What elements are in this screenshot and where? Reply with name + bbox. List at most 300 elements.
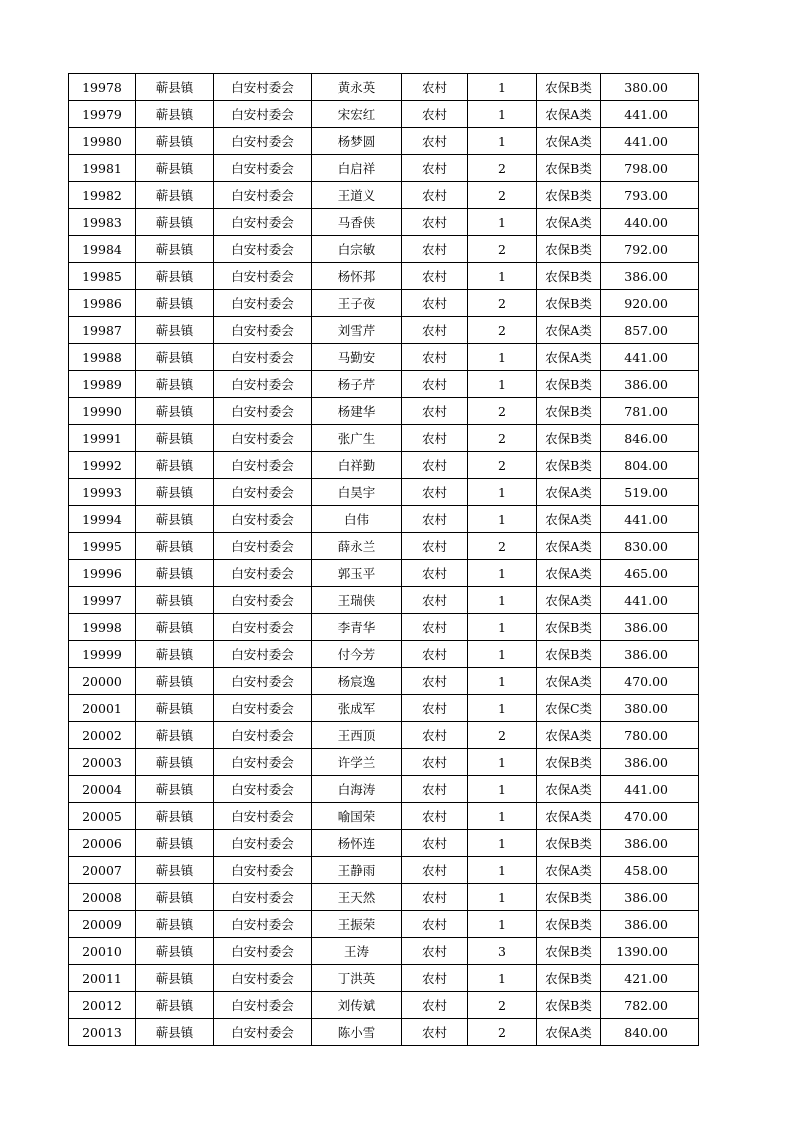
town-cell: 蕲县镇 bbox=[136, 560, 214, 587]
town-cell: 蕲县镇 bbox=[136, 425, 214, 452]
category-cell: 农保B类 bbox=[537, 452, 601, 479]
area-type-cell: 农村 bbox=[402, 236, 468, 263]
name-cell: 杨建华 bbox=[312, 398, 402, 425]
household-count-cell: 1 bbox=[468, 911, 537, 938]
table-row bbox=[69, 830, 699, 857]
town-cell: 蕲县镇 bbox=[136, 236, 214, 263]
record-number-cell: 19982 bbox=[69, 182, 136, 209]
village-committee-cell: 白安村委会 bbox=[214, 452, 312, 479]
amount-cell: 782.00 bbox=[601, 992, 699, 1019]
name-cell: 杨梦圆 bbox=[312, 128, 402, 155]
category-cell: 农保A类 bbox=[537, 209, 601, 236]
village-committee-cell: 白安村委会 bbox=[214, 884, 312, 911]
record-number-cell: 20003 bbox=[69, 749, 136, 776]
table-row bbox=[69, 371, 699, 398]
name-cell: 王静雨 bbox=[312, 857, 402, 884]
table-row bbox=[69, 722, 699, 749]
name-cell: 王道义 bbox=[312, 182, 402, 209]
category-cell: 农保B类 bbox=[537, 155, 601, 182]
village-committee-cell: 白安村委会 bbox=[214, 587, 312, 614]
village-committee-cell: 白安村委会 bbox=[214, 614, 312, 641]
amount-cell: 421.00 bbox=[601, 965, 699, 992]
amount-cell: 441.00 bbox=[601, 101, 699, 128]
area-type-cell: 农村 bbox=[402, 506, 468, 533]
name-cell: 刘传斌 bbox=[312, 992, 402, 1019]
household-count-cell: 2 bbox=[468, 722, 537, 749]
town-cell: 蕲县镇 bbox=[136, 128, 214, 155]
village-committee-cell: 白安村委会 bbox=[214, 695, 312, 722]
name-cell: 付今芳 bbox=[312, 641, 402, 668]
record-number-cell: 19981 bbox=[69, 155, 136, 182]
table-row bbox=[69, 182, 699, 209]
village-committee-cell: 白安村委会 bbox=[214, 938, 312, 965]
town-cell: 蕲县镇 bbox=[136, 911, 214, 938]
amount-cell: 386.00 bbox=[601, 749, 699, 776]
village-committee-cell: 白安村委会 bbox=[214, 479, 312, 506]
village-committee-cell: 白安村委会 bbox=[214, 317, 312, 344]
name-cell: 杨子芹 bbox=[312, 371, 402, 398]
village-committee-cell: 白安村委会 bbox=[214, 506, 312, 533]
category-cell: 农保B类 bbox=[537, 884, 601, 911]
village-committee-cell: 白安村委会 bbox=[214, 776, 312, 803]
table-row bbox=[69, 803, 699, 830]
household-count-cell: 2 bbox=[468, 533, 537, 560]
area-type-cell: 农村 bbox=[402, 317, 468, 344]
name-cell: 杨怀邦 bbox=[312, 263, 402, 290]
area-type-cell: 农村 bbox=[402, 128, 468, 155]
area-type-cell: 农村 bbox=[402, 533, 468, 560]
town-cell: 蕲县镇 bbox=[136, 263, 214, 290]
area-type-cell: 农村 bbox=[402, 155, 468, 182]
amount-cell: 830.00 bbox=[601, 533, 699, 560]
village-committee-cell: 白安村委会 bbox=[214, 965, 312, 992]
name-cell: 张成军 bbox=[312, 695, 402, 722]
household-count-cell: 1 bbox=[468, 641, 537, 668]
household-count-cell: 1 bbox=[468, 344, 537, 371]
table-row bbox=[69, 101, 699, 128]
village-committee-cell: 白安村委会 bbox=[214, 209, 312, 236]
table-row bbox=[69, 911, 699, 938]
amount-cell: 386.00 bbox=[601, 884, 699, 911]
household-count-cell: 2 bbox=[468, 236, 537, 263]
record-number-cell: 20008 bbox=[69, 884, 136, 911]
town-cell: 蕲县镇 bbox=[136, 695, 214, 722]
town-cell: 蕲县镇 bbox=[136, 884, 214, 911]
name-cell: 马香侠 bbox=[312, 209, 402, 236]
amount-cell: 440.00 bbox=[601, 209, 699, 236]
record-number-cell: 19993 bbox=[69, 479, 136, 506]
village-committee-cell: 白安村委会 bbox=[214, 830, 312, 857]
village-committee-cell: 白安村委会 bbox=[214, 290, 312, 317]
name-cell: 陈小雪 bbox=[312, 1019, 402, 1046]
record-number-cell: 19983 bbox=[69, 209, 136, 236]
record-number-cell: 20012 bbox=[69, 992, 136, 1019]
record-number-cell: 20002 bbox=[69, 722, 136, 749]
household-count-cell: 2 bbox=[468, 317, 537, 344]
record-number-cell: 20005 bbox=[69, 803, 136, 830]
name-cell: 白祥勤 bbox=[312, 452, 402, 479]
village-committee-cell: 白安村委会 bbox=[214, 1019, 312, 1046]
household-count-cell: 1 bbox=[468, 209, 537, 236]
household-count-cell: 1 bbox=[468, 830, 537, 857]
record-number-cell: 19984 bbox=[69, 236, 136, 263]
household-count-cell: 1 bbox=[468, 560, 537, 587]
household-count-cell: 1 bbox=[468, 371, 537, 398]
town-cell: 蕲县镇 bbox=[136, 533, 214, 560]
household-count-cell: 1 bbox=[468, 101, 537, 128]
category-cell: 农保B类 bbox=[537, 398, 601, 425]
table-row bbox=[69, 533, 699, 560]
record-number-cell: 20000 bbox=[69, 668, 136, 695]
name-cell: 杨怀连 bbox=[312, 830, 402, 857]
village-committee-cell: 白安村委会 bbox=[214, 560, 312, 587]
area-type-cell: 农村 bbox=[402, 668, 468, 695]
area-type-cell: 农村 bbox=[402, 425, 468, 452]
town-cell: 蕲县镇 bbox=[136, 398, 214, 425]
area-type-cell: 农村 bbox=[402, 938, 468, 965]
table-row bbox=[69, 317, 699, 344]
category-cell: 农保B类 bbox=[537, 641, 601, 668]
amount-cell: 846.00 bbox=[601, 425, 699, 452]
table-row bbox=[69, 857, 699, 884]
town-cell: 蕲县镇 bbox=[136, 101, 214, 128]
name-cell: 丁洪英 bbox=[312, 965, 402, 992]
table-row bbox=[69, 398, 699, 425]
household-count-cell: 1 bbox=[468, 74, 537, 101]
name-cell: 王涛 bbox=[312, 938, 402, 965]
record-number-cell: 19979 bbox=[69, 101, 136, 128]
village-committee-cell: 白安村委会 bbox=[214, 263, 312, 290]
town-cell: 蕲县镇 bbox=[136, 722, 214, 749]
table-row bbox=[69, 614, 699, 641]
area-type-cell: 农村 bbox=[402, 776, 468, 803]
amount-cell: 380.00 bbox=[601, 74, 699, 101]
category-cell: 农保A类 bbox=[537, 560, 601, 587]
village-committee-cell: 白安村委会 bbox=[214, 344, 312, 371]
household-count-cell: 1 bbox=[468, 749, 537, 776]
record-number-cell: 19991 bbox=[69, 425, 136, 452]
town-cell: 蕲县镇 bbox=[136, 857, 214, 884]
record-number-cell: 19978 bbox=[69, 74, 136, 101]
town-cell: 蕲县镇 bbox=[136, 290, 214, 317]
table-row bbox=[69, 209, 699, 236]
household-count-cell: 1 bbox=[468, 479, 537, 506]
town-cell: 蕲县镇 bbox=[136, 965, 214, 992]
village-committee-cell: 白安村委会 bbox=[214, 911, 312, 938]
data-table bbox=[68, 73, 699, 1046]
category-cell: 农保B类 bbox=[537, 911, 601, 938]
name-cell: 王振荣 bbox=[312, 911, 402, 938]
area-type-cell: 农村 bbox=[402, 803, 468, 830]
name-cell: 宋宏红 bbox=[312, 101, 402, 128]
household-count-cell: 1 bbox=[468, 857, 537, 884]
table-row bbox=[69, 344, 699, 371]
town-cell: 蕲县镇 bbox=[136, 182, 214, 209]
area-type-cell: 农村 bbox=[402, 695, 468, 722]
area-type-cell: 农村 bbox=[402, 1019, 468, 1046]
household-count-cell: 2 bbox=[468, 155, 537, 182]
category-cell: 农保A类 bbox=[537, 533, 601, 560]
record-number-cell: 19996 bbox=[69, 560, 136, 587]
village-committee-cell: 白安村委会 bbox=[214, 101, 312, 128]
record-number-cell: 19986 bbox=[69, 290, 136, 317]
name-cell: 喻国荣 bbox=[312, 803, 402, 830]
amount-cell: 386.00 bbox=[601, 614, 699, 641]
table-row bbox=[69, 128, 699, 155]
record-number-cell: 19998 bbox=[69, 614, 136, 641]
household-count-cell: 2 bbox=[468, 182, 537, 209]
amount-cell: 470.00 bbox=[601, 803, 699, 830]
category-cell: 农保B类 bbox=[537, 182, 601, 209]
town-cell: 蕲县镇 bbox=[136, 344, 214, 371]
town-cell: 蕲县镇 bbox=[136, 317, 214, 344]
table-row bbox=[69, 479, 699, 506]
area-type-cell: 农村 bbox=[402, 101, 468, 128]
household-count-cell: 1 bbox=[468, 587, 537, 614]
table-row bbox=[69, 695, 699, 722]
village-committee-cell: 白安村委会 bbox=[214, 668, 312, 695]
record-number-cell: 19992 bbox=[69, 452, 136, 479]
village-committee-cell: 白安村委会 bbox=[214, 992, 312, 1019]
category-cell: 农保A类 bbox=[537, 344, 601, 371]
area-type-cell: 农村 bbox=[402, 614, 468, 641]
amount-cell: 798.00 bbox=[601, 155, 699, 182]
category-cell: 农保A类 bbox=[537, 128, 601, 155]
name-cell: 王瑞侠 bbox=[312, 587, 402, 614]
area-type-cell: 农村 bbox=[402, 641, 468, 668]
category-cell: 农保B类 bbox=[537, 236, 601, 263]
name-cell: 马勤安 bbox=[312, 344, 402, 371]
table-row bbox=[69, 938, 699, 965]
table-row bbox=[69, 965, 699, 992]
area-type-cell: 农村 bbox=[402, 371, 468, 398]
household-count-cell: 1 bbox=[468, 506, 537, 533]
village-committee-cell: 白安村委会 bbox=[214, 749, 312, 776]
name-cell: 白昊宇 bbox=[312, 479, 402, 506]
area-type-cell: 农村 bbox=[402, 74, 468, 101]
household-count-cell: 1 bbox=[468, 614, 537, 641]
village-committee-cell: 白安村委会 bbox=[214, 155, 312, 182]
name-cell: 王子夜 bbox=[312, 290, 402, 317]
area-type-cell: 农村 bbox=[402, 182, 468, 209]
table-row bbox=[69, 452, 699, 479]
area-type-cell: 农村 bbox=[402, 560, 468, 587]
category-cell: 农保A类 bbox=[537, 803, 601, 830]
record-number-cell: 19985 bbox=[69, 263, 136, 290]
town-cell: 蕲县镇 bbox=[136, 587, 214, 614]
category-cell: 农保A类 bbox=[537, 317, 601, 344]
category-cell: 农保A类 bbox=[537, 857, 601, 884]
household-count-cell: 1 bbox=[468, 776, 537, 803]
area-type-cell: 农村 bbox=[402, 587, 468, 614]
household-count-cell: 2 bbox=[468, 452, 537, 479]
area-type-cell: 农村 bbox=[402, 722, 468, 749]
village-committee-cell: 白安村委会 bbox=[214, 371, 312, 398]
area-type-cell: 农村 bbox=[402, 857, 468, 884]
name-cell: 许学兰 bbox=[312, 749, 402, 776]
record-number-cell: 19994 bbox=[69, 506, 136, 533]
village-committee-cell: 白安村委会 bbox=[214, 857, 312, 884]
village-committee-cell: 白安村委会 bbox=[214, 128, 312, 155]
name-cell: 王西顶 bbox=[312, 722, 402, 749]
area-type-cell: 农村 bbox=[402, 911, 468, 938]
category-cell: 农保B类 bbox=[537, 290, 601, 317]
name-cell: 刘雪芹 bbox=[312, 317, 402, 344]
amount-cell: 441.00 bbox=[601, 587, 699, 614]
household-count-cell: 1 bbox=[468, 695, 537, 722]
record-number-cell: 19987 bbox=[69, 317, 136, 344]
village-committee-cell: 白安村委会 bbox=[214, 236, 312, 263]
household-count-cell: 2 bbox=[468, 992, 537, 1019]
name-cell: 白启祥 bbox=[312, 155, 402, 182]
table-row bbox=[69, 74, 699, 101]
category-cell: 农保A类 bbox=[537, 1019, 601, 1046]
town-cell: 蕲县镇 bbox=[136, 479, 214, 506]
household-count-cell: 3 bbox=[468, 938, 537, 965]
amount-cell: 386.00 bbox=[601, 830, 699, 857]
table-row bbox=[69, 749, 699, 776]
area-type-cell: 农村 bbox=[402, 209, 468, 236]
household-count-cell: 1 bbox=[468, 803, 537, 830]
record-number-cell: 20001 bbox=[69, 695, 136, 722]
village-committee-cell: 白安村委会 bbox=[214, 398, 312, 425]
record-number-cell: 20010 bbox=[69, 938, 136, 965]
area-type-cell: 农村 bbox=[402, 992, 468, 1019]
village-committee-cell: 白安村委会 bbox=[214, 182, 312, 209]
town-cell: 蕲县镇 bbox=[136, 668, 214, 695]
table-row bbox=[69, 776, 699, 803]
village-committee-cell: 白安村委会 bbox=[214, 641, 312, 668]
area-type-cell: 农村 bbox=[402, 452, 468, 479]
record-number-cell: 19989 bbox=[69, 371, 136, 398]
amount-cell: 781.00 bbox=[601, 398, 699, 425]
household-count-cell: 1 bbox=[468, 128, 537, 155]
table-row bbox=[69, 290, 699, 317]
amount-cell: 386.00 bbox=[601, 911, 699, 938]
town-cell: 蕲县镇 bbox=[136, 74, 214, 101]
household-count-cell: 1 bbox=[468, 668, 537, 695]
amount-cell: 441.00 bbox=[601, 344, 699, 371]
category-cell: 农保B类 bbox=[537, 371, 601, 398]
record-number-cell: 20009 bbox=[69, 911, 136, 938]
amount-cell: 780.00 bbox=[601, 722, 699, 749]
amount-cell: 519.00 bbox=[601, 479, 699, 506]
amount-cell: 441.00 bbox=[601, 128, 699, 155]
amount-cell: 441.00 bbox=[601, 776, 699, 803]
area-type-cell: 农村 bbox=[402, 884, 468, 911]
amount-cell: 804.00 bbox=[601, 452, 699, 479]
household-count-cell: 2 bbox=[468, 398, 537, 425]
name-cell: 白海涛 bbox=[312, 776, 402, 803]
amount-cell: 380.00 bbox=[601, 695, 699, 722]
category-cell: 农保A类 bbox=[537, 587, 601, 614]
name-cell: 郭玉平 bbox=[312, 560, 402, 587]
name-cell: 白伟 bbox=[312, 506, 402, 533]
category-cell: 农保B类 bbox=[537, 74, 601, 101]
category-cell: 农保A类 bbox=[537, 479, 601, 506]
household-count-cell: 2 bbox=[468, 425, 537, 452]
town-cell: 蕲县镇 bbox=[136, 776, 214, 803]
village-committee-cell: 白安村委会 bbox=[214, 74, 312, 101]
table-row bbox=[69, 560, 699, 587]
town-cell: 蕲县镇 bbox=[136, 209, 214, 236]
amount-cell: 857.00 bbox=[601, 317, 699, 344]
village-committee-cell: 白安村委会 bbox=[214, 533, 312, 560]
town-cell: 蕲县镇 bbox=[136, 371, 214, 398]
town-cell: 蕲县镇 bbox=[136, 803, 214, 830]
name-cell: 白宗敏 bbox=[312, 236, 402, 263]
area-type-cell: 农村 bbox=[402, 830, 468, 857]
town-cell: 蕲县镇 bbox=[136, 749, 214, 776]
category-cell: 农保A类 bbox=[537, 776, 601, 803]
category-cell: 农保B类 bbox=[537, 263, 601, 290]
record-number-cell: 20011 bbox=[69, 965, 136, 992]
category-cell: 农保B类 bbox=[537, 425, 601, 452]
amount-cell: 793.00 bbox=[601, 182, 699, 209]
category-cell: 农保B类 bbox=[537, 938, 601, 965]
amount-cell: 470.00 bbox=[601, 668, 699, 695]
town-cell: 蕲县镇 bbox=[136, 992, 214, 1019]
household-count-cell: 1 bbox=[468, 884, 537, 911]
table-row bbox=[69, 587, 699, 614]
village-committee-cell: 白安村委会 bbox=[214, 803, 312, 830]
category-cell: 农保A类 bbox=[537, 101, 601, 128]
table-body bbox=[69, 74, 699, 1046]
amount-cell: 458.00 bbox=[601, 857, 699, 884]
household-count-cell: 2 bbox=[468, 290, 537, 317]
category-cell: 农保A类 bbox=[537, 722, 601, 749]
town-cell: 蕲县镇 bbox=[136, 614, 214, 641]
area-type-cell: 农村 bbox=[402, 749, 468, 776]
record-number-cell: 20006 bbox=[69, 830, 136, 857]
record-number-cell: 19988 bbox=[69, 344, 136, 371]
table-row bbox=[69, 641, 699, 668]
table-row bbox=[69, 425, 699, 452]
town-cell: 蕲县镇 bbox=[136, 155, 214, 182]
town-cell: 蕲县镇 bbox=[136, 506, 214, 533]
name-cell: 黄永英 bbox=[312, 74, 402, 101]
table-row bbox=[69, 155, 699, 182]
record-number-cell: 19980 bbox=[69, 128, 136, 155]
table-row bbox=[69, 668, 699, 695]
record-number-cell: 20004 bbox=[69, 776, 136, 803]
household-count-cell: 2 bbox=[468, 1019, 537, 1046]
town-cell: 蕲县镇 bbox=[136, 641, 214, 668]
town-cell: 蕲县镇 bbox=[136, 938, 214, 965]
household-count-cell: 1 bbox=[468, 965, 537, 992]
town-cell: 蕲县镇 bbox=[136, 830, 214, 857]
amount-cell: 840.00 bbox=[601, 1019, 699, 1046]
name-cell: 王天然 bbox=[312, 884, 402, 911]
area-type-cell: 农村 bbox=[402, 344, 468, 371]
category-cell: 农保B类 bbox=[537, 749, 601, 776]
table-row bbox=[69, 1019, 699, 1046]
table-row bbox=[69, 992, 699, 1019]
village-committee-cell: 白安村委会 bbox=[214, 425, 312, 452]
table-row bbox=[69, 884, 699, 911]
household-count-cell: 1 bbox=[468, 263, 537, 290]
category-cell: 农保B类 bbox=[537, 830, 601, 857]
category-cell: 农保C类 bbox=[537, 695, 601, 722]
area-type-cell: 农村 bbox=[402, 965, 468, 992]
category-cell: 农保B类 bbox=[537, 965, 601, 992]
amount-cell: 1390.00 bbox=[601, 938, 699, 965]
name-cell: 杨宸逸 bbox=[312, 668, 402, 695]
record-number-cell: 19995 bbox=[69, 533, 136, 560]
area-type-cell: 农村 bbox=[402, 290, 468, 317]
table-row bbox=[69, 506, 699, 533]
village-committee-cell: 白安村委会 bbox=[214, 722, 312, 749]
